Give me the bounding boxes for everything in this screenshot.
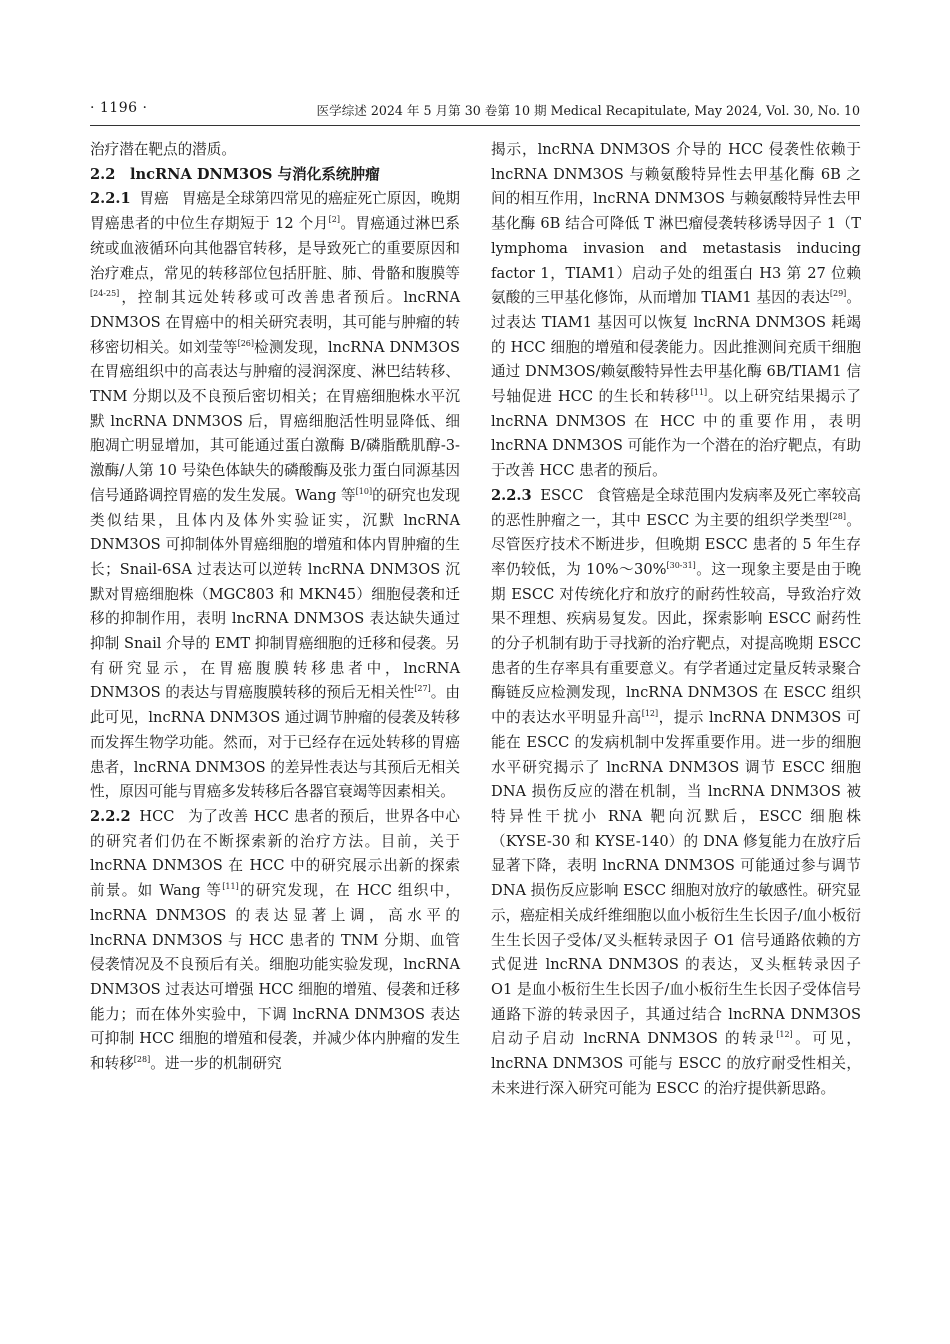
paragraph-intro-tail: 治疗潜在靶点的潜质。: [90, 141, 236, 158]
subsection-title: ESCC: [540, 486, 584, 504]
citation: [12]: [776, 1030, 793, 1040]
subsection-number: 2.2.1: [90, 190, 131, 208]
body-text: 揭示，lncRNA DNM3OS 介导的 HCC 侵袭性依赖于 lncRNA DNM3OS 与赖氨酸特异性去甲基化酶 6B 之间的相互作用，lncRNA DNM3OS 与赖氨酸特异性去甲基化酶 6B 结合可降低 T 淋巴瘤侵袭转移诱导因子 1（T lymphoma invasion and metastasis inducing factor 1，TIAM1）启动子处的组蛋白 H3 第 27 位赖氨酸的三甲基化修饰，从而增加 TIAM1 基因的表达: [491, 141, 861, 307]
page-number: · 1196 ·: [90, 100, 148, 116]
citation: [24-25]: [90, 289, 120, 299]
citation: [29]: [829, 289, 847, 299]
subsection-heading-2-2-2: [90, 808, 188, 825]
citation: [30-31]: [666, 560, 696, 570]
body-text: 食管癌是全球范围内发病率及死亡率较高的恶性肿瘤之一，其中 ESCC 为主要的组织学类型: [491, 486, 861, 529]
body-text: 。由此可见，lncRNA DNM3OS 通过调节肿瘤的侵袭及转移而发挥生物学功能。然而，对于已经存在远处转移的胃癌患者，lncRNA DNM3OS 的差异性表达与其预后无相关性，原因可能与胃癌多发转移后各器官衰竭等因素相关。: [90, 684, 460, 801]
paragraph-hcc-continued: [491, 138, 861, 484]
body-text: 。进一步的机制研究: [150, 1055, 282, 1073]
citation: [2]: [328, 215, 340, 225]
citation: [11]: [222, 882, 239, 892]
citation: [27]: [414, 684, 431, 694]
body-text: ，提示 lncRNA DNM3OS 可能在 ESCC 的发病机制中发挥重要作用。进一步的细胞水平研究揭示了 lncRNA DNM3OS 调节 ESCC 细胞 DNA 损伤反应的潜在机制，当 lncRNA DNM3OS 被特异性干扰小 RNA 靶向沉默后，ESCC 细胞株（KYSE-30 和 KYSE-140）的 DNA 修复能力在放疗后显著下降，表明 lncRNA DNM3OS 可能通过参与调节 DNA 损伤反应影响 ESCC 细胞对放疗的敏感性。研究显示，癌症相关成纤维细胞以血小板衍生生长因子/血小板衍生生长因子受体/叉头框转录因子 O1 信号通路依赖的方式促进 lncRNA DNM3OS 的表达，叉头框转录因子 O1 是血小板衍生生长因子/血小板衍生生长因子受体信号通路下游的转录因子，其通过结合 lncRNA DNM3OS 启动子启动 lncRNA DNM3OS 的转录: [491, 709, 861, 1048]
body-text: 胃癌是全球第四常见的癌症死亡原因，晚期胃癌患者的中位生存期短于 12 个月: [90, 190, 460, 233]
subsection-number: 2.2.3: [491, 486, 532, 504]
body-text: 。胃癌通过淋巴系统或血液循环向其他器官转移，是导致死亡的重要原因和治疗难点，常见的转移部位包括肝脏、肺、骨骼和腹膜等: [90, 215, 460, 282]
body-text: 。以上研究结果揭示了 lncRNA DNM3OS 在 HCC 中的重要作用，表明 lncRNA DNM3OS 可能作为一个潜在的治疗靶点，有助于改善 HCC 患者的预后。: [491, 388, 861, 480]
body-text: 。可见，lncRNA DNM3OS 可能与 ESCC 的放疗耐受性相关，未来进行深入研究可能为 ESCC 的治疗提供新思路。: [491, 1030, 861, 1097]
body-text: 的研究也发现类似结果，且体内及体外实验证实，沉默 lncRNA DNM3OS 可抑制体外胃癌细胞的增殖和体内胃肿瘤的生长；Snail-6SA 过表达可以逆转 lncRNA DNM3OS 沉默对胃癌细胞株（MGC803 和 MKN45）细胞侵袭和迁移的抑制作用，表明 lncRNA DNM3OS 表达缺失通过抑制 Snail 介导的 EMT 抑制胃癌细胞的迁移和侵袭。另有研究显示，在胃癌腹膜转移患者中，lncRNA DNM3OS 的表达与胃癌腹膜转移的预后无相关性: [90, 486, 460, 702]
body-text: 为了改善 HCC 患者的预后，世界各中心的研究者们仍在不断探索新的治疗方法。目前，关于 lncRNA DNM3OS 在 HCC 中的研究展示出新的探索前景。如 Wang 等: [90, 807, 460, 900]
body-text: 。这一现象主要是由于晚期 ESCC 对传统化疗和放疗的耐药性较高，导致治疗效果不理想、疾病易复发。因此，探索影响 ESCC 耐药性的分子机制有助于寻找新的治疗靶点，对提高晚期 ESCC 患者的生存率具有重要意义。有学者通过定量反转录聚合酶链反应检测发现，lncRNA DNM3OS 在 ESCC 组织中的表达水平明显升高: [491, 560, 861, 727]
citation: [11]: [690, 388, 708, 398]
body-text: 的研究发现，在 HCC 组织中，lncRNA DNM3OS 的表达显著上调，高水平的 lncRNA DNM3OS 与 HCC 患者的 TNM 分期、血管侵袭情况及不良预后有关。细胞功能实验发现，lncRNA DNM3OS 过表达可增强 HCC 细胞的增殖、侵袭和迁移能力；而在体外实验中，下调 lncRNA DNM3OS 表达可抑制 HCC 细胞的增殖和侵袭，并减少体内肿瘤的发生和转移: [90, 882, 461, 1073]
running-header: 医学综述 2024 年 5 月第 30 卷第 10 期 Medical Recapitulate, May 2024, Vol. 30, No. 10: [316, 103, 860, 118]
body-text: 。过表达 TIAM1 基因可以恢复 lncRNA DNM3OS 耗竭的 HCC 细胞的增殖和侵袭能力。因此推测间充质干细胞通过 DNM3OS/赖氨酸特异性去甲基化酶 6B/TIAM1 信号轴促进 HCC 的生长和转移: [491, 289, 861, 406]
citation: [28]: [133, 1055, 151, 1065]
citation: [26]: [237, 338, 255, 348]
subsection-number: 2.2.2: [90, 807, 131, 825]
citation: [28]: [829, 511, 846, 521]
left-column: [90, 138, 460, 1077]
subsection-title: 胃癌: [139, 190, 169, 208]
body-text: 。尽管医疗技术不断进步，但晚期 ESCC 患者的 5 年生存率仍较低，为 10%～30%: [491, 511, 861, 578]
section-number: 2.2: [90, 165, 116, 183]
subsection-heading-2-2-3: [491, 487, 596, 504]
section-title: lncRNA DNM3OS 与消化系统肿瘤: [129, 165, 380, 183]
citation: [10]: [355, 486, 373, 496]
subsection-title: HCC: [139, 807, 175, 825]
header-rule: [90, 125, 860, 126]
right-column: [491, 138, 861, 1101]
subsection-heading-2-2-1: [90, 190, 182, 207]
body-text: ，控制其远处转移或可改善患者预后。lncRNA DNM3OS 在胃癌中的相关研究表明，其可能与肿瘤的转移密切相关。如刘莹等: [90, 289, 460, 356]
citation: [12]: [641, 709, 659, 719]
section-heading-2-2: [90, 163, 460, 188]
body-text: 检测发现，lncRNA DNM3OS 在胃癌组织中的高表达与肿瘤的浸润深度、淋巴结转移、TNM 分期以及不良预后密切相关；在胃癌细胞株水平沉默 lncRNA DNM3OS 后，胃癌细胞活性明显降低、细胞凋亡明显增加，其可能通过蛋白激酶 B/磷脂酰肌醇-3-激酶/人第 10 号染色体缺失的磷酸酶及张力蛋白同源基因信号通路调控胃癌的发生发展。Wang 等: [90, 338, 460, 504]
